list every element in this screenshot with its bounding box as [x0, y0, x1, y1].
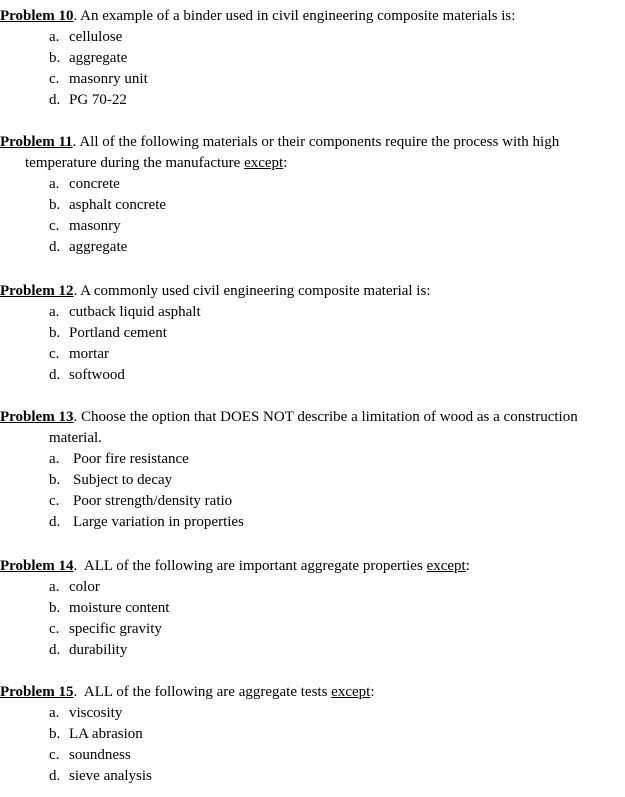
problem-stem — [0, 407, 625, 449]
option-text: color — [69, 579, 100, 595]
option-letter: b. — [49, 472, 61, 488]
problem-number: Problem 12 — [0, 283, 74, 299]
option-b — [0, 48, 625, 69]
problem-stem — [0, 6, 625, 27]
problem-12 — [0, 281, 625, 386]
options-list — [0, 577, 625, 661]
option-letter: b. — [49, 726, 61, 742]
problem-question: . An example of a binder used in civil engineering composite materials is: — [73, 8, 516, 24]
emphasis-except: except — [331, 684, 371, 700]
option-letter: b. — [49, 325, 61, 341]
problem-question: . ALL of the following are important aggregate properties — [73, 558, 427, 574]
option-letter: c. — [49, 493, 60, 509]
problem-number: Problem 10 — [0, 8, 74, 24]
option-text: durability — [69, 642, 128, 658]
problem-11 — [0, 132, 625, 258]
option-letter: a. — [49, 451, 60, 467]
emphasis-except: except — [244, 155, 284, 171]
option-c — [0, 619, 625, 640]
problem-number: Problem 11 — [0, 134, 73, 150]
option-a — [0, 174, 625, 195]
problem-question: . ALL of the following are aggregate tests — [73, 684, 332, 700]
option-d — [0, 512, 625, 533]
option-text: viscosity — [69, 705, 123, 721]
options-list — [0, 449, 625, 533]
option-text: Poor strength/density ratio — [73, 493, 233, 509]
option-text: mortar — [69, 346, 109, 362]
option-letter: a. — [49, 705, 60, 721]
question-punct: : — [465, 558, 470, 574]
option-a — [0, 27, 625, 48]
option-letter: c. — [49, 747, 60, 763]
option-letter: a. — [49, 579, 60, 595]
problem-15 — [0, 682, 625, 787]
problem-question-continued: material. — [49, 430, 102, 446]
option-d — [0, 365, 625, 386]
option-text: specific gravity — [69, 621, 162, 637]
question-punct: : — [283, 155, 288, 171]
option-d — [0, 90, 625, 111]
option-letter: b. — [49, 50, 61, 66]
option-letter: a. — [49, 304, 60, 320]
option-c — [0, 491, 625, 512]
problem-question-continued — [0, 153, 625, 174]
option-b — [0, 598, 625, 619]
option-text: soundness — [69, 747, 131, 763]
problem-10 — [0, 6, 625, 111]
problem-number: Problem 13 — [0, 409, 74, 425]
question-punct: : — [370, 684, 375, 700]
option-text: PG 70-22 — [69, 92, 127, 108]
option-letter: c. — [49, 71, 60, 87]
option-text: cutback liquid asphalt — [69, 304, 201, 320]
option-text: LA abrasion — [69, 726, 143, 742]
option-letter: b. — [49, 600, 61, 616]
option-text: moisture content — [69, 600, 170, 616]
problem-stem — [0, 132, 625, 174]
option-text: concrete — [69, 176, 120, 192]
option-text: Subject to decay — [73, 472, 173, 488]
option-a — [0, 302, 625, 323]
option-text: asphalt concrete — [69, 197, 167, 213]
question-text: temperature during the manufacture — [25, 155, 245, 171]
problem-stem — [0, 281, 625, 302]
option-c — [0, 216, 625, 237]
option-a — [0, 449, 625, 470]
options-list — [0, 174, 625, 258]
option-c — [0, 745, 625, 766]
option-text: cellulose — [69, 29, 123, 45]
problem-13 — [0, 407, 625, 533]
problem-number: Problem 15 — [0, 684, 74, 700]
option-text: aggregate — [69, 50, 128, 66]
options-list — [0, 703, 625, 787]
problem-question: . All of the following materials or their components require the process with high — [72, 134, 560, 150]
option-a — [0, 577, 625, 598]
option-b — [0, 195, 625, 216]
option-b — [0, 724, 625, 745]
option-letter: c. — [49, 346, 60, 362]
option-text: softwood — [69, 367, 125, 383]
options-list — [0, 27, 625, 111]
problem-number: Problem 14 — [0, 558, 74, 574]
option-c — [0, 344, 625, 365]
option-d — [0, 237, 625, 258]
options-list — [0, 302, 625, 386]
option-letter: a. — [49, 29, 60, 45]
option-letter: d. — [49, 768, 61, 784]
option-c — [0, 69, 625, 90]
option-b — [0, 323, 625, 344]
option-letter: d. — [49, 514, 61, 530]
problem-question: . A commonly used civil engineering composite material is: — [73, 283, 431, 299]
option-text: Poor fire resistance — [73, 451, 189, 467]
option-letter: d. — [49, 367, 61, 383]
option-text: Portland cement — [69, 325, 167, 341]
option-a — [0, 703, 625, 724]
problem-stem — [0, 682, 625, 703]
emphasis-except: except — [426, 558, 466, 574]
problem-question: . Choose the option that DOES NOT describe a limitation of wood as a construction — [73, 409, 578, 425]
option-b — [0, 470, 625, 491]
option-letter: d. — [49, 642, 61, 658]
option-text: masonry — [69, 218, 121, 234]
option-letter: c. — [49, 218, 60, 234]
option-text: sieve analysis — [69, 768, 152, 784]
option-d — [0, 766, 625, 787]
option-letter: d. — [49, 239, 61, 255]
option-letter: d. — [49, 92, 61, 108]
option-text: masonry unit — [69, 71, 148, 87]
option-d — [0, 640, 625, 661]
option-letter: b. — [49, 197, 61, 213]
option-text: aggregate — [69, 239, 128, 255]
option-text: Large variation in properties — [73, 514, 244, 530]
option-letter: a. — [49, 176, 60, 192]
problem-14 — [0, 556, 625, 661]
problem-stem — [0, 556, 625, 577]
option-letter: c. — [49, 621, 60, 637]
